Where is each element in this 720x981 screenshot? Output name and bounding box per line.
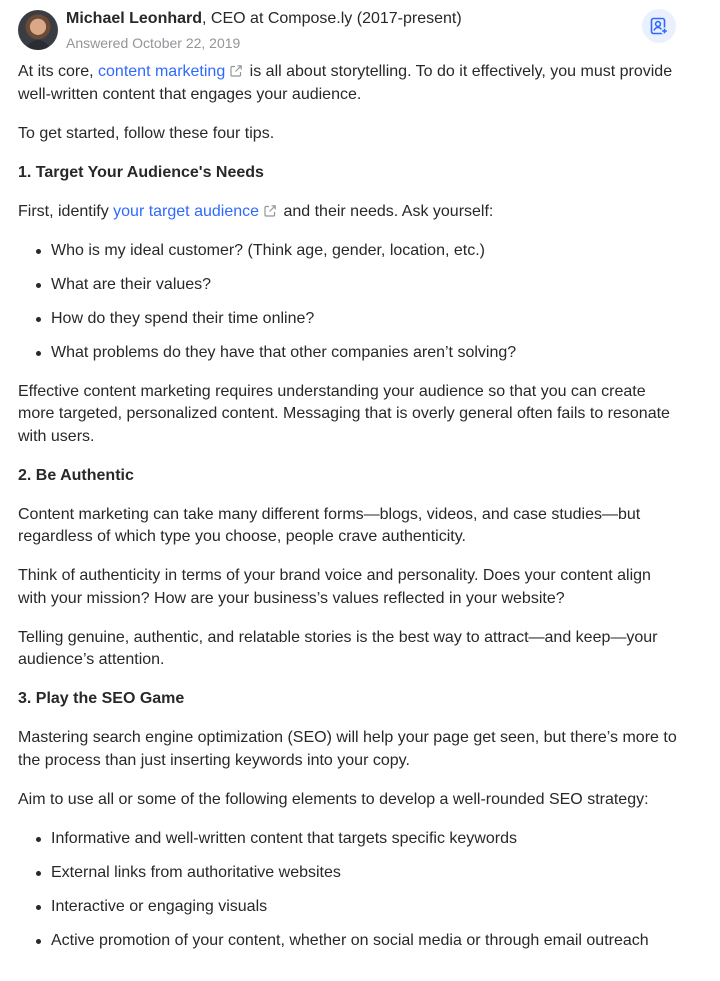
get-started-paragraph: To get started, follow these four tips. (18, 124, 275, 142)
author-line (66, 9, 462, 29)
section-2-paragraph-3: Telling genuine, authentic, and relatable stories is the best way to attract—and keep—your audience’s attention. (18, 628, 658, 668)
list-item: How do they spend their time online? (51, 308, 678, 331)
answer-header (18, 8, 720, 52)
section-3-heading: 3. Play the SEO Game (18, 690, 185, 707)
author-credential: , CEO at Compose.ly (2017-present) (202, 10, 462, 27)
list-item: What problems do they have that other companies aren’t solving? (51, 342, 678, 365)
person-plus-icon (649, 16, 669, 36)
section-1-followup: Effective content marketing requires understanding your audience so that you can create more targeted, personalized content. Messaging that is overly general often fails to resonate with users. (18, 382, 670, 445)
answer-body (18, 61, 678, 969)
list-item: Informative and well-written content that targets specific keywords (51, 828, 678, 851)
intro-paragraph (18, 61, 678, 106)
author-name[interactable]: Michael Leonhard (66, 10, 203, 27)
list-item: Who is my ideal customer? (Think age, gender, location, etc.) (51, 240, 678, 263)
intro-text-pre: At its core, (18, 63, 99, 80)
section-2-paragraph-2: Think of authenticity in terms of your brand voice and personality. Does your content align with your mission? How are your business’s values reflected in your website? (18, 567, 651, 607)
section-1-paragraph (18, 201, 678, 224)
section-1-text-post: and their needs. Ask yourself: (279, 202, 494, 220)
answered-date[interactable]: Answered October 22, 2019 (66, 35, 241, 51)
target-audience-link[interactable]: your target audience (113, 202, 260, 220)
audience-questions-list (18, 240, 678, 365)
list-item: What are their values? (51, 274, 678, 297)
section-2-heading: 2. Be Authentic (18, 466, 134, 484)
section-1-heading: 1. Target Your Audience's Needs (18, 163, 264, 181)
section-1-text-pre: First, identify (18, 202, 114, 220)
section-3-paragraph-1: Mastering search engine optimization (SEO) will help your page get seen, but there’s more to the process than just inserting keywords into your copy. (18, 729, 677, 769)
intro-text-post: is all about storytelling. To do it effectively, you must provide well-written content that engages your audience. (18, 63, 673, 103)
external-link-icon (229, 64, 243, 78)
list-item: Active promotion of your content, whether on social media or through email outreach (51, 930, 678, 953)
section-3-paragraph-2: Aim to use all or some of the following elements to develop a well-rounded SEO strategy: (18, 790, 649, 808)
list-item: External links from authoritative websites (51, 862, 678, 885)
seo-elements-list (18, 828, 678, 953)
external-link-icon (263, 204, 277, 218)
section-2-paragraph-1: Content marketing can take many different forms—blogs, videos, and case studies—but regardless of which type you choose, people crave authenticity. (18, 505, 641, 545)
author-avatar[interactable] (18, 10, 58, 50)
follow-button[interactable] (642, 9, 676, 43)
content-marketing-link[interactable]: content marketing (98, 63, 226, 80)
list-item: Interactive or engaging visuals (51, 896, 678, 919)
